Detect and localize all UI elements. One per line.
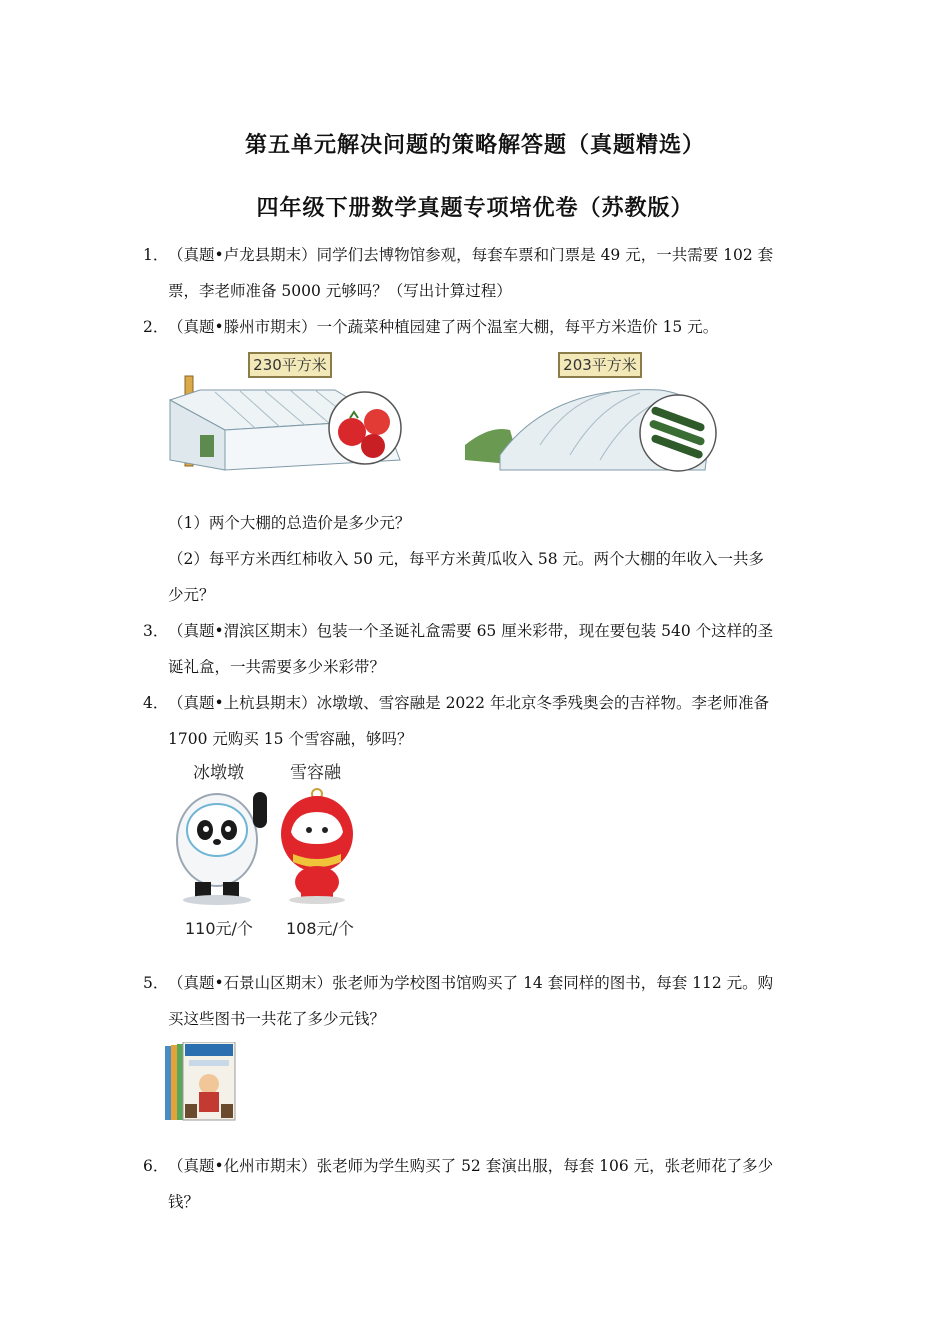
book-set-image	[165, 1042, 237, 1122]
question-text-cont: 买这些图书一共花了多少元钱？	[168, 1010, 386, 1028]
document-title: 第五单元解决问题的策略解答题（真题精选）	[244, 132, 705, 158]
question-text: （真题•滕州市期末）一个蔬菜种植园建了两个温室大棚，每平方米造价 15 元。	[168, 318, 719, 336]
question-4	[143, 685, 813, 757]
question-3	[143, 613, 813, 685]
mascot-images	[165, 782, 365, 907]
question-text-cont: 1700 元购买 15 个雪容融，够吗？	[168, 730, 413, 748]
mascot-name-shuey-rhon-rhon: 雪容融	[290, 763, 341, 783]
question-number: 1．	[143, 246, 169, 264]
tomato-greenhouse-image	[165, 370, 415, 475]
question-number: 2．	[143, 318, 169, 336]
question-6	[143, 1148, 813, 1220]
question-2	[143, 309, 813, 345]
question-number: 5．	[143, 974, 169, 992]
question-number: 6．	[143, 1157, 169, 1175]
mascot-price-bing-dwen-dwen: 110元/个	[185, 919, 253, 938]
question-number: 4．	[143, 694, 169, 712]
mascot-name-bing-dwen-dwen: 冰墩墩	[193, 763, 244, 783]
question-text-cont: 票，李老师准备 5000 元够吗？（写出计算过程）	[168, 282, 512, 300]
document-subtitle: 四年级下册数学真题专项培优卷（苏教版）	[256, 195, 694, 221]
sub-question-text-cont: 少元？	[168, 586, 215, 604]
question-2-sub-1: （1）两个大棚的总造价是多少元？	[168, 514, 411, 532]
question-text-cont: 诞礼盒，一共需要多少米彩带？	[168, 658, 386, 676]
question-1	[143, 237, 813, 309]
greenhouse-area-label-right: 203平方米	[558, 352, 642, 378]
cucumber-greenhouse-image	[460, 375, 730, 480]
sub-question-text: （2）每平方米西红柿收入 50 元，每平方米黄瓜收入 58 元。两个大棚的年收入一共多	[168, 550, 765, 568]
mascot-price-shuey-rhon-rhon: 108元/个	[286, 919, 354, 938]
question-5	[143, 965, 813, 1037]
greenhouse-area-label-left: 230平方米	[248, 352, 332, 378]
question-text: （真题•上杭县期末）冰墩墩、雪容融是 2022 年北京冬季残奥会的吉祥物。李老师准备	[168, 694, 769, 712]
question-text-cont: 钱？	[168, 1193, 200, 1211]
question-text: （真题•石景山区期末）张老师为学校图书馆购买了 14 套同样的图书，每套 112 元。购	[168, 974, 774, 992]
question-number: 3．	[143, 622, 169, 640]
question-text: （真题•化州市期末）张老师为学生购买了 52 套演出服，每套 106 元，张老师花了多少	[168, 1157, 774, 1175]
question-text: （真题•渭滨区期末）包装一个圣诞礼盒需要 65 厘米彩带，现在要包装 540 个这样的圣	[168, 622, 774, 640]
question-2-sub-2	[168, 541, 813, 613]
question-text: （真题•卢龙县期末）同学们去博物馆参观，每套车票和门票是 49 元，一共需要 102 套	[168, 246, 774, 264]
